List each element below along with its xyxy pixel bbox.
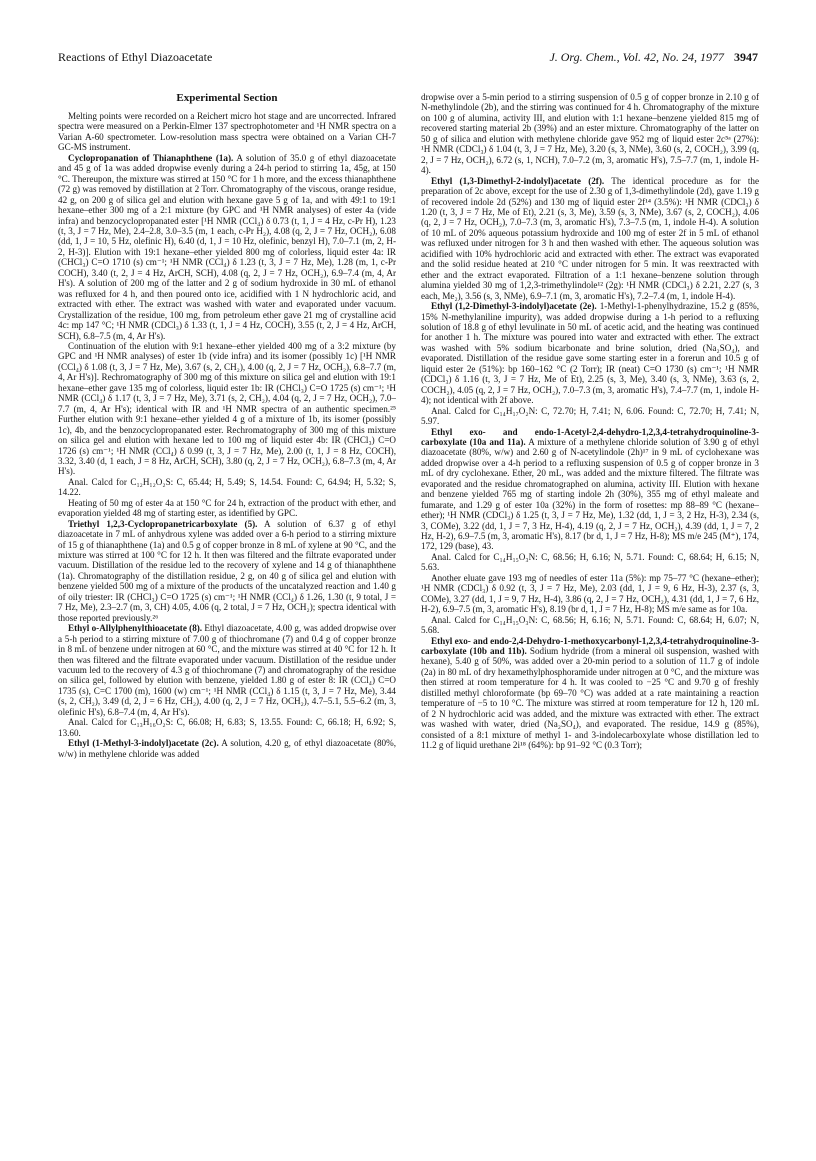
paragraph — [421, 573, 759, 615]
paragraph-text: Anal. Calcd for C₁₄H₁₅O₃N: C, 68.56; H, 6.16; N, 5.71. Found: C, 68.64; H, 6.07; N, 5.68. — [421, 614, 759, 636]
paragraph-text: Another eluate gave 193 mg of needles of ester 11a (5%): mp 75–77 °C (hexane–ether); ¹H NMR (CDCl₃) δ 0.92 (t, 3, J = 7 Hz, Me), 2.03 (dd, 1, J = 9, 6 Hz, H-3), 2.37 (s, 3, COMe), 3.27 (dd, 1, J = 9, 7 Hz, H-4), 3.86 (q, 2, J = 7 Hz, OCH₂), 4.31 (dd, 1, J = 7, 6 Hz, H-2), 6.9–7.5 (m, 3, aromatic H's), 8.19 (br d, 1, J = 7 Hz, H-8); MS m/e same as for 10a. — [421, 572, 759, 615]
paragraph — [58, 153, 396, 341]
paragraph-lead: Ethyl (1-Methyl-3-indolyl)acetate (2c). — [68, 738, 219, 749]
section-title: Experimental Section — [176, 92, 278, 104]
paragraph-text: 1-Methyl-1-phenylhydrazine, 15.2 g (85%, 15% N-methylaniline impurity), was added dropwise during a 1-h period to a refluxing solution of 18.8 g of ethyl levulinate in 50 mL of acetic acid, and the heating was continued for another 1 h. The mixture was poured into water and extracted with ether. The extract was washed with 5% sodium bicarbonate and brine solution, dried (Na₂SO₄), and evaporated. Distillation of the residue gave some starting ester in a forerun and 10.5 g of liquid ester 2e (51%): bp 160–162 °C (2 Torr); IR (neat) C=O 1730 (s) cm⁻¹; ¹H NMR (CDCl₃) δ 1.16 (t, 3, J = 7 Hz, Me of Et), 2.25 (s, 3, Me), 3.40 (s, 3, NMe), 3.63 (s, 2, COCH₂), 4.05 (q, 2, J = 7 Hz, OCH₂), 7.0–7.3 (m, 3, aromatic H's), 7.4–7.7 (m, 1, indole H-4); not identical with 2f above. — [421, 301, 759, 406]
running-header — [58, 50, 758, 70]
paragraph-text: Anal. Calcd for C₁₄H₁₅O₃N: C, 68.56; H, 6.16; N, 5.71. Found: C, 68.64; H, 6.15; N, 5.63. — [421, 551, 759, 573]
paragraph — [58, 477, 396, 498]
paragraph-lead: Triethyl 1,2,3-Cyclopropanetricarboxylate (5). — [68, 518, 258, 529]
paragraph — [58, 498, 396, 519]
paragraph — [58, 341, 396, 477]
paragraph-text: Continuation of the elution with 9:1 hexane–ether yielded 400 mg of a 3:2 mixture (by GPC and ¹H NMR analyses) of ester 1b (vide infra) and its isomer (possibly 1c) [¹H NMR (CCl₄) δ 1.08 (t, 3, J = 7 Hz, Me), 3.67 (s, 2, CH₂), 4.00 (q, 2, J = 7 Hz, OCH₂), 6.8–7.7 (m, 4, Ar H's)]. Rechromatography of 300 mg of this mixture on silica gel and elution with 19:1 hexane–ether gave 135 mg of colorless, liquid ester 1b: IR (CHCl₃) C=O 1725 (s) cm⁻¹; ¹H NMR (CCl₄) δ 1.17 (t, 3, J = 7 Hz, Me), 3.71 (s, 2, CH₂), 4.04 (q, 2, J = 7 Hz, OCH₂), 7.0–7.7 (m, 4, Ar H's); identical with IR and ¹H NMR spectra of an authentic specimen.²⁵ Further elution with 9:1 hexane–ether yielded 4 g of a mixture of 1b, its isomer (possibly 1c), 4b, and the benzocyclopropanated ester. Rechromatography of 300 mg of this mixture on silica gel and elution with hexane led to 100 mg of liquid ester 4b: IR (CHCl₃) C=O 1726 (s) cm⁻¹; ¹H NMR (CCl₄) δ 0.99 (t, 3, J = 7 Hz, Me), 2.00 (t, 1, J = 8 Hz, COCH), 3.32, 3.40 (d, 1 each, J = 8 Hz, ArCH, SCH), 3.80 (q, 2, J = 7 Hz, OCH₂), 6.8–7.3 (m, 4, Ar H's). — [58, 340, 396, 477]
paragraph-text: A solution of 35.0 g of ethyl diazoacetate and 45 g of 1a was added dropwise evenly during a 24-h period to stirring 1a, 45g, at 150 °C. Thereupon, the mixture was stirred at 150 °C for 1 h more, and the excess thianaphthene (72 g) was removed by distillation at 2 Torr. Chromatography of the viscous, orange residue, 42 g, on 200 g of silica gel and elution with hexane gave 5 g of 1a, and with 49:1 to 19:1 hexane–ether 300 mg of a 2:1 mixture (by GPC and ¹H NMR analyses) of ester 4a (vide infra) and benzocyclopropanated ester [¹H NMR (CCl₄) δ 0.73 (t, 1, J = 4 Hz, c-Pr H), 1.23 (t, 3, J = 7 Hz, Me), 2.4–2.8, 3.0–3.5 (m, 1 each, c-Pr H₂), 4.08 (q, 2, J = 7 Hz, OCH₂), 6.08 (dd, 1, J = 10, 5 Hz, olefinic H), 6.40 (d, 1, J = 10 Hz, olefinic, benzyl H), 7.0–7.1 (m, 2, H-2, H-3)]. Elution with 19:1 hexane–ether yielded 800 mg of colorless, liquid ester 4a: IR (CHCl₃) C=O 1710 (s) cm⁻¹; ¹H NMR (CCl₄) δ 1.23 (t, 3, J = 7 Hz, Me), 1.28 (m, 1, c-Pr COCH), 3.40 (t, 2, J = 4 Hz, ArCH, SCH), 4.08 (q, 2, J = 7 Hz, OCH₂), 6.9–7.4 (m, 4, Ar H's). A solution of 200 mg of the latter and 2 g of sodium hydroxide in 30 mL of ethanol was refluxed for 4 h, and then poured onto ice, acidified with 1 N hydrochloric acid, and extracted with ether. The extract was washed with water and evaporated under vacuum. Crystallization of the residue, 100 mg, from petroleum ether gave 21 mg of crystalline acid 4c: mp 147 °C; ¹H NMR (CDCl₃) δ 1.33 (t, 1, J = 4 Hz, COCH), 3.55 (t, 2, J = 4 Hz, ArCH, SCH), 6.8–7.5 (m, 4, Ar H's). — [58, 152, 397, 341]
paragraph-text: Sodium hydride (from a mineral oil suspension, washed with hexane), 5.40 g of 50%, was added over a 20-min period to a solution of 11.7 g of indole (2a) in 80 mL of dry hexamethylphosphoramide under nitrogen at 0 °C, and the mixture was then stirred at room temperature for 4 h. It was cooled to −25 °C and 9.70 g of freshly distilled methyl chloroformate (bp 69–70 °C) was added at a rate maintaining a reaction temperature of −5 to 10 °C. The mixture was stirred at room temperature for 12 h, 120 mL of 2 N hydrochloric acid was added, and the mixture was extracted with ether. The extract was washed with water, dried (Na₂SO₄), and evaporated. The residue, 14.9 g (85%), consisted of a 8:1 mixture of methyl 1- and 3-indolecarboxylate whose distillation led to 11.2 g of liquid urethane 2i¹⁸ (64%): bp 91–92 °C (0.3 Torr); — [421, 646, 759, 751]
paragraph-text: Anal. Calcd for C₁₃H₁₆O₂S: C, 66.08; H, 6.83; S, 13.55. Found: C, 66.18; H, 6.92; S, 13.60. — [58, 717, 396, 738]
paragraph-text: Anal. Calcd for C₁₄H₁₇O₂N: C, 72.70; H, 7.41; N, 6.06. Found: C, 72.70; H, 7.41; N, 5.97. — [421, 405, 759, 427]
paragraph-lead: Ethyl exo- and endo-1-Acetyl-2,4-dehydro-1,2,3,4-tetrahydroquinoline-3-carboxylate (10a and 11a). — [421, 426, 759, 447]
paragraph — [58, 623, 396, 717]
paragraph-text: A mixture of a methylene chloride solution of 3.90 g of ethyl diazoacetate (80%, w/w) and 2.60 g of N-acetylindole (2h)¹⁷ in 9 mL of cyclohexane was added dropwise over a 4-h period to a refluxing suspension of 0.5 g of copper bronze in 3 mL of dry cyclohexane. Ether, 20 mL, was added and the mixture filtered. The filtrate was evaporated and the residue chromatographed on alumina, activity III. Elution with hexane and benzene yielded 765 mg of starting indole 2h (30%), 355 mg of ethyl maleate and fumarate, and 1.29 g of ester 10a (32%) in the form of rosettes: mp 88–89 °C (hexane–ether); ¹H NMR (CDCl₃) δ 1.25 (t, 3, J = 7 Hz, Me), 1.32 (dd, 1, J = 3, 2 Hz, H-3), 2.34 (s, 3, COMe), 3.22 (dd, 1, J = 7, 3 Hz, H-4), 4.19 (q, 2, J = 7 Hz, OCH₂), 4.39 (dd, 1, J = 7, 2 Hz, H-2), 6.9–7.5 (m, 3, aromatic H's), 8.17 (br d, 1, J = 7 Hz, H-8); MS m/e 245 (M⁺), 174, 172, 129 (base), 43. — [421, 436, 760, 552]
paragraph-text: Ethyl diazoacetate, 4.00 g, was added dropwise over a 5-h period to a stirring mixture of 7.00 g of thiochromane (7) and 0.4 g of copper bronze in 8 mL of benzene under nitrogen at 60 °C, and the mixture was stirred at 40 °C for 12 h. It then was filtered and the filtrate evaporated under vacuum. Distillation of the residue under vacuum led to the recovery of 4.3 g of thiochromane (7) and chromatography of the residue on silica gel, followed by elution with benzene, yielded 1.80 g of ester 8: IR (CCl₄) C=O 1735 (s), C=C 1700 (m), 1600 (w) cm⁻¹; ¹H NMR (CCl₄) δ 1.15 (t, 3, J = 7 Hz, Me), 3.44 (s, 2, CH₂), 3.49 (d, 2, J = 6 Hz, CH₂), 4.00 (q, 2, J = 7 Hz, OCH₂), 4.7–5.1, 5.5–6.2 (m, 3, olefinic H's), 6.8–7.4 (m, 4, Ar H's). — [58, 623, 396, 717]
right-column — [421, 92, 759, 751]
paragraph — [58, 738, 396, 759]
paragraph — [421, 427, 759, 552]
paragraph-text: A solution of 6.37 g of ethyl diazoacetate in 7 mL of anhydrous xylene was added over a 6-h period to a stirring mixture of 15 g of thianaphthene (1a) and 0.5 g of copper bronze in 8 mL of xylene at 90 °C, and the mixture was stirred at 100 °C for 12 h. It then was filtered and the filtrate evaporated under vacuum. Distillation of the residue led to the recovery of xylene and 14 g of thianaphthene (1a). Chromatography of the distillation residue, 2 g, on 40 g of silica gel and elution with benzene yielded 500 mg of a mixture of the products of the uncatalyzed reaction and 1.40 g of oily triester: IR (CHCl₃) C=O 1725 (s) cm⁻¹; ¹H NMR (CCl₄) δ 1.26, 1.30 (t, 9 total, J = 7 Hz, Me), 2.3–2.7 (m, 3, CH) 4.05, 4.06 (q, 2 total, J = 7 Hz, OCH₂); spectra identical with those reported previously.²⁶ — [58, 518, 396, 623]
paragraph-text: Anal. Calcd for C₁₂H₁₂O₂S: C, 65.44; H, 5.49; S, 14.54. Found: C, 64.94; H, 5.32; S, 14.22. — [58, 476, 396, 498]
paragraph-text: Heating of 50 mg of ester 4a at 150 °C for 24 h, extraction of the product with ether, and evaporation yielded 48 mg of starting ester, as identified by GPC. — [58, 497, 396, 519]
paragraph — [421, 552, 759, 573]
paragraph-lead: Ethyl exo- and endo-2,4-Dehydro-1-methoxycarbonyl-1,2,3,4-tetrahydroquinoline-3-carboxylate (10b and 11b). — [421, 635, 759, 657]
paragraph-lead: Cyclopropanation of Thianaphthene (1a). — [68, 152, 234, 163]
paragraph-lead: Ethyl (1,3-Dimethyl-2-indolyl)acetate (2f). — [431, 175, 605, 186]
paragraph — [421, 615, 759, 636]
paragraph — [58, 717, 396, 738]
paragraph — [58, 519, 396, 624]
paragraph — [421, 92, 759, 176]
paragraph-text: dropwise over a 5-min period to a stirring suspension of 0.5 g of copper bronze in 2.10 g of N-methylindole (2b), and the stirring was continued for 4 h. Chromatography of the mixture on 100 g of alumina, activity III, and elution with 1:1 hexane–benzene yielded 815 mg of recovered starting material 2b (39%) and an ester mixture. Chromatography of the latter on 50 g of silica and elution with methylene chloride gave 952 mg of liquid ester 2c⁵ᵃ (27%): ¹H NMR (CDCl₃) δ 1.04 (t, 3, J = 7 Hz, Me), 3.20 (s, 3, NMe), 3.60 (s, 2, COCH₂), 3.99 (q, 2, J = 7 Hz, OCH₂), 6.72 (s, 1, NCH), 7.0–7.2 (m, 3, aromatic H's), 7.5–7.7 (m, 1, indole H-4). — [421, 92, 759, 176]
journal-citation — [549, 50, 758, 65]
page-number: 3947 — [734, 50, 758, 64]
left-column — [58, 92, 396, 759]
paragraph-text: A solution, 4.20 g, of ethyl diazoacetate (80%, w/w) in methylene chloride was added — [58, 738, 396, 759]
running-title: Reactions of Ethyl Diazoacetate — [58, 50, 213, 64]
journal-name: J. Org. Chem., Vol. 42, No. 24, 1977 — [549, 50, 724, 64]
paragraph-lead: Ethyl (1,2-Dimethyl-3-indolyl)acetate (2e). — [431, 301, 597, 312]
paragraph-lead: Ethyl o-Allylphenylthioacetate (8). — [68, 623, 203, 634]
paragraph — [421, 301, 759, 406]
paragraph-text: The identical procedure as for the preparation of 2c above, except for the use of 2.30 g of 1,3-dimethylindole (2d), gave 1.19 g of recovered indole 2d (52%) and 130 mg of liquid ester 2f¹⁴ (3.5%): ¹H NMR (CDCl₃) δ 1.20 (t, 3, J = 7 Hz, Me of Et), 2.21 (s, 3, Me), 3.59 (s, 3, NMe), 3.67 (s, 2, COCH₂), 4.06 (q, 2, J = 7 Hz, OCH₂), 7.0–7.3 (m, 3, aromatic H's), 7.3–7.5 (m, 1, indole H-4). A solution of 10 mL of 20% aqueous potassium hydroxide and 100 mg of ester 2f in 5 mL of ethanol was refluxed under nitrogen for 3 h and then washed with ether. The aqueous solution was acidified with 10% hydrochloric acid and extracted with ether. The extract was evaporated and the solid residue heated at 210 °C under nitrogen for 5 min. It was reextracted with ether and the extract evaporated. Filtration of a 1:1 hexane–benzene solution through alumina yielded 30 mg of 1,2,3-trimethylindole¹² (2g): ¹H NMR (CDCl₃) δ 2.21, 2.27 (s, 3 each, Me₂), 3.56 (s, 3, NMe), 6.9–7.1 (m, 3, aromatic H's), 7.2–7.4 (m, 1, indole H-4). — [421, 175, 759, 301]
paragraph-text: Melting points were recorded on a Reichert micro hot stage and are uncorrected. Infrared spectra were measured on a Perkin-Elmer 137 spectrophotometer and ¹H NMR spectra on a Varian A-60 spectrometer. Low-resolution mass spectra were obtained on a Varian CH-7 GC-MS instrument. — [58, 111, 396, 153]
paragraph — [58, 111, 396, 153]
paragraph — [421, 406, 759, 427]
paragraph — [421, 636, 759, 751]
paragraph — [421, 176, 759, 301]
